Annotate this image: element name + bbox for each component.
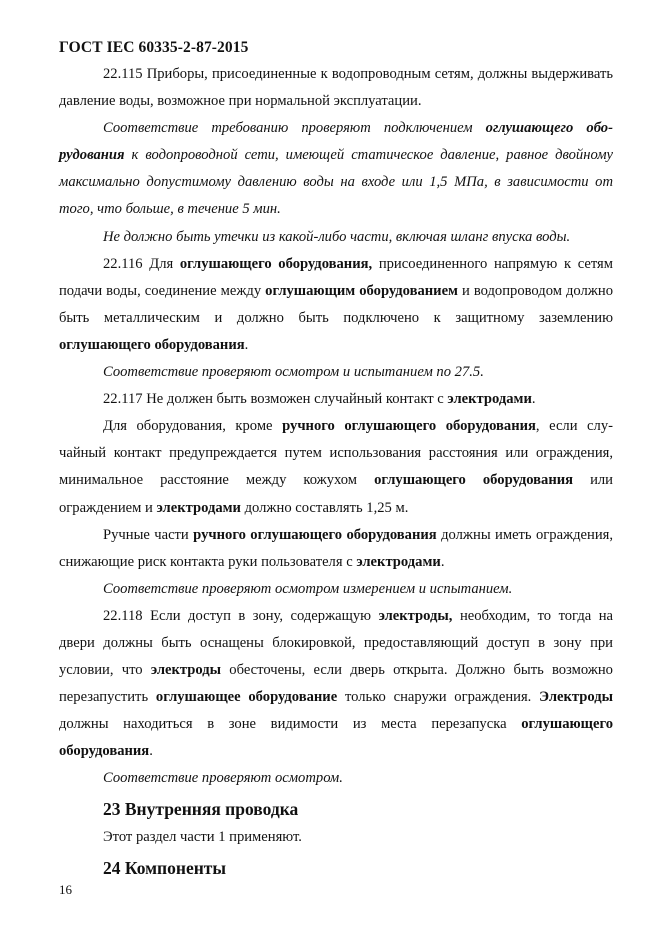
document-body <box>59 61 613 883</box>
section-24-heading: 24 Компоненты <box>103 857 227 878</box>
text-run: Не должно быть утечки из какой-либо части, включая шланг впуска воды. <box>103 228 571 245</box>
text-run: . <box>149 743 153 760</box>
clause-22-115 <box>59 61 613 115</box>
clause-22-116 <box>59 251 613 359</box>
clause-22-118 <box>59 603 613 766</box>
compliance-22-117 <box>59 576 613 603</box>
clause-22-117-handheld <box>59 522 613 576</box>
text-run: Соответствие требованию проверяют подключением <box>103 120 486 137</box>
text-run: . <box>531 391 536 408</box>
requirement-no-leakage <box>59 224 613 251</box>
text-run: обесточены, если дверь открыта. Должно быть возможно перезапустить <box>59 662 613 706</box>
term-stunning-equipment: оглушающего оборудования <box>59 120 613 164</box>
text-run: 22.117 Не должен быть возможен случайный контакт с <box>103 391 448 408</box>
text-run: 22.118 Если доступ в зону, содержащую <box>103 607 379 624</box>
text-run: . <box>244 336 249 353</box>
text-run: Ручные части <box>103 526 194 543</box>
term-electrodes: электродами <box>447 391 532 408</box>
text-run: должны иметь ограждения, снижающие риск контакта руки пользователя с <box>59 526 614 570</box>
clause-22-117-distance <box>59 413 613 521</box>
section-23-heading: 23 Внутренняя проводка <box>103 798 299 819</box>
term-electrodes: Электроды <box>539 689 614 706</box>
text-run: Соответствие проверяют осмотром измерением и испытанием. <box>103 580 513 597</box>
text-run: Этот раздел части 1 применяют. <box>103 828 302 845</box>
text-run: и водопроводом должно быть металлическим и должно быть подключено к защитному заземлению <box>59 282 613 326</box>
text-run: должны находиться в зоне видимости из места перезапуска <box>59 716 522 733</box>
text-run: или ограждением и <box>59 472 613 516</box>
term-electrodes: электроды <box>150 662 222 679</box>
text-run: Соответствие проверяют осмотром и испытанием по 27.5. <box>103 364 484 381</box>
document-code-header: ГОСТ IEC 60335-2-87-2015 <box>59 39 249 56</box>
section-23-text <box>59 824 613 851</box>
text-run: присоединенного напрямую к сетям подачи воды, соединение между <box>59 255 614 299</box>
text-run: к водопроводной сети, имеющей статическое давление, равное двойному максимально допустимому давлению воды на входе или 1,5 МПа, в зависимости от того, что больше, в течение 5 мин. <box>59 147 613 218</box>
term-handheld-stunning-equipment: ручного оглушающего оборудования <box>282 418 536 435</box>
term-handheld-stunning-equipment: ручного оглушающего оборудования <box>193 526 437 543</box>
compliance-22-115 <box>59 115 613 223</box>
text-run: только снаружи ограждения. <box>337 689 540 706</box>
term-stunning-equipment: оглушающего оборудования <box>59 716 613 760</box>
term-stunning-equipment: оглушающее оборудование <box>155 689 338 706</box>
text-run: , если случайный контакт предупреждается путем использования расстояния или ограждения, минимальное расстояние между кожухом <box>59 418 613 489</box>
term-electrodes: электродами <box>356 553 441 570</box>
term-stunning-equipment: оглушающего оборудования, <box>179 255 373 272</box>
compliance-22-118 <box>59 765 613 792</box>
term-electrodes: электродами <box>156 499 241 516</box>
compliance-22-116 <box>59 359 613 386</box>
term-stunning-equipment: оглушающего оборудования <box>59 336 245 353</box>
page-number: 16 <box>59 882 72 897</box>
term-electrodes: электроды, <box>378 607 453 624</box>
text-run: 22.115 Приборы, присоединенные к водопроводным сетям, должны выдерживать давление воды, возможное при нормальной эксплуатации. <box>59 66 613 110</box>
text-run: Для оборудования, кроме <box>103 418 283 435</box>
text-run: . <box>440 553 445 570</box>
text-run: должно составлять 1,25 м. <box>240 499 409 516</box>
text-run: необходим, то тогда на двери должны быть оснащены блокировкой, предоставляющий доступ в зону при условии, что <box>59 607 613 679</box>
term-stunning-equipment: оглушающего оборудования <box>374 472 574 489</box>
term-stunning-equipment: оглушающим оборудованием <box>265 282 458 299</box>
text-run: 22.116 Для <box>103 255 180 272</box>
clause-22-117 <box>59 386 613 413</box>
text-run: Соответствие проверяют осмотром. <box>103 770 343 787</box>
